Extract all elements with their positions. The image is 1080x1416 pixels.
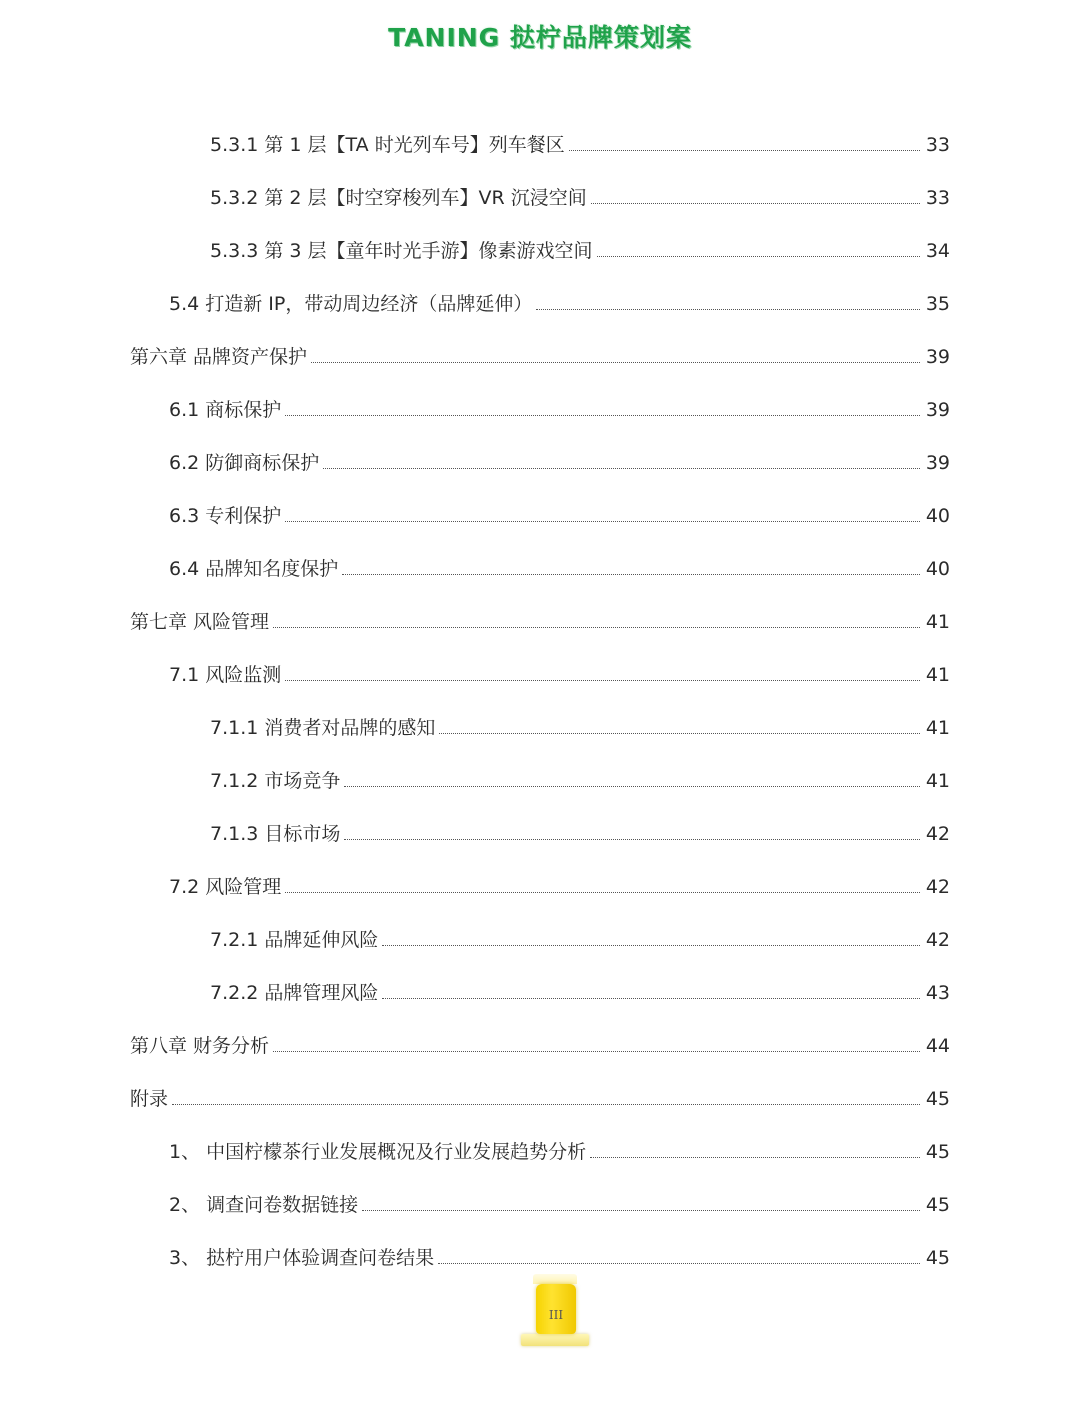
page-number: III <box>548 1308 564 1322</box>
toc-entry-page: 45 <box>925 1141 950 1163</box>
toc-entry-label: 5.3.3 第 3 层【童年时光手游】像素游戏空间 <box>210 240 593 262</box>
badge-base-shape <box>521 1334 589 1346</box>
toc-entry-page: 45 <box>925 1247 950 1269</box>
toc-entry[interactable] <box>210 177 950 211</box>
toc-entry[interactable] <box>210 707 950 741</box>
toc-entry-page: 43 <box>925 982 950 1004</box>
toc-entry-page: 42 <box>925 929 950 951</box>
toc-entry-label: 6.3 专利保护 <box>169 505 282 527</box>
toc-entry-label: 6.1 商标保护 <box>169 399 282 421</box>
toc-entry-chapter[interactable] <box>130 1078 950 1112</box>
toc-entry-label: 5.3.2 第 2 层【时空穿梭列车】VR 沉浸空间 <box>210 187 587 209</box>
toc-entry[interactable] <box>169 654 950 688</box>
page-header-title: TANING 挞柠品牌策划案 <box>388 23 692 52</box>
toc-dot-leader <box>362 1210 920 1211</box>
toc-dot-leader <box>438 1263 920 1264</box>
toc-entry-page: 34 <box>925 240 950 262</box>
toc-dot-leader <box>590 1157 920 1158</box>
toc-entry-label: 1、 中国柠檬茶行业发展概况及行业发展趋势分析 <box>169 1141 587 1163</box>
toc-entry-page: 42 <box>925 823 950 845</box>
toc-dot-leader <box>285 680 920 681</box>
toc-entry-label: 6.4 品牌知名度保护 <box>169 558 339 580</box>
toc-entry[interactable] <box>169 283 950 317</box>
toc-entry-page: 41 <box>925 717 950 739</box>
toc-entry-chapter[interactable] <box>130 336 950 370</box>
toc-entry-page: 39 <box>925 346 950 368</box>
toc-dot-leader <box>344 786 920 787</box>
toc-entry-label: 7.2.1 品牌延伸风险 <box>210 929 379 951</box>
toc-entry-page: 40 <box>925 505 950 527</box>
toc-entry-label: 7.2 风险管理 <box>169 876 282 898</box>
toc-entry[interactable] <box>169 495 950 529</box>
toc-entry-page: 39 <box>925 399 950 421</box>
toc-entry-label: 附录 <box>130 1088 169 1110</box>
toc-entry-label: 第七章 风险管理 <box>130 611 270 633</box>
page-number-badge <box>521 1274 591 1346</box>
toc-entry-label: 第八章 财务分析 <box>130 1035 270 1057</box>
toc-entry-label: 7.1.1 消费者对品牌的感知 <box>210 717 436 739</box>
toc-dot-leader <box>285 892 920 893</box>
toc-entry-page: 35 <box>925 293 950 315</box>
toc-entry[interactable] <box>169 1184 950 1218</box>
toc-entry-page: 40 <box>925 558 950 580</box>
toc-entry[interactable] <box>169 442 950 476</box>
toc-dot-leader <box>285 415 920 416</box>
toc-dot-leader <box>382 945 920 946</box>
toc-dot-leader <box>273 1051 920 1052</box>
toc-entry-label: 7.2.2 品牌管理风险 <box>210 982 379 1004</box>
toc-entry-label: 2、 调查问卷数据链接 <box>169 1194 359 1216</box>
toc-entry-page: 41 <box>925 770 950 792</box>
toc-dot-leader <box>591 203 920 204</box>
toc-entry[interactable] <box>210 919 950 953</box>
toc-entry-label: 3、 挞柠用户体验调查问卷结果 <box>169 1247 435 1269</box>
toc-entry[interactable] <box>210 972 950 1006</box>
toc-dot-leader <box>323 468 920 469</box>
toc-dot-leader <box>569 150 920 151</box>
toc-entry[interactable] <box>169 389 950 423</box>
toc-entry-label: 7.1 风险监测 <box>169 664 282 686</box>
toc-dot-leader <box>273 627 920 628</box>
toc-entry-label: 7.1.2 市场竞争 <box>210 770 341 792</box>
badge-lid-shape <box>533 1274 577 1284</box>
toc-dot-leader <box>597 256 920 257</box>
toc-dot-leader <box>536 309 920 310</box>
toc-entry-chapter[interactable] <box>130 1025 950 1059</box>
toc-entry-page: 41 <box>925 664 950 686</box>
toc-dot-leader <box>344 839 920 840</box>
toc-entry-chapter[interactable] <box>130 601 950 635</box>
toc-entry-page: 39 <box>925 452 950 474</box>
toc-entry-label: 第六章 品牌资产保护 <box>130 346 308 368</box>
toc-entry-label: 7.1.3 目标市场 <box>210 823 341 845</box>
toc-entry-page: 45 <box>925 1088 950 1110</box>
toc-dot-leader <box>172 1104 920 1105</box>
toc-entry[interactable] <box>210 760 950 794</box>
toc-entry[interactable] <box>210 124 950 158</box>
toc-dot-leader <box>382 998 920 999</box>
toc-entry[interactable] <box>169 1131 950 1165</box>
toc-entry[interactable] <box>210 230 950 264</box>
toc-dot-leader <box>311 362 920 363</box>
toc-entry-page: 33 <box>925 187 950 209</box>
toc-dot-leader <box>342 574 920 575</box>
toc-entry-page: 41 <box>925 611 950 633</box>
toc-entry-label: 5.4 打造新 IP，带动周边经济（品牌延伸） <box>169 293 533 315</box>
toc-entry-page: 45 <box>925 1194 950 1216</box>
toc-entry[interactable] <box>169 548 950 582</box>
toc-dot-leader <box>439 733 920 734</box>
toc-entry-label: 5.3.1 第 1 层【TA 时光列车号】列车餐区 <box>210 134 565 156</box>
toc-entry-page: 44 <box>925 1035 950 1057</box>
toc-entry[interactable] <box>169 1237 950 1271</box>
toc-entry-label: 6.2 防御商标保护 <box>169 452 320 474</box>
toc-entry[interactable] <box>210 813 950 847</box>
toc-entry-page: 33 <box>925 134 950 156</box>
toc-entry-page: 42 <box>925 876 950 898</box>
toc-dot-leader <box>285 521 920 522</box>
toc-entry[interactable] <box>169 866 950 900</box>
